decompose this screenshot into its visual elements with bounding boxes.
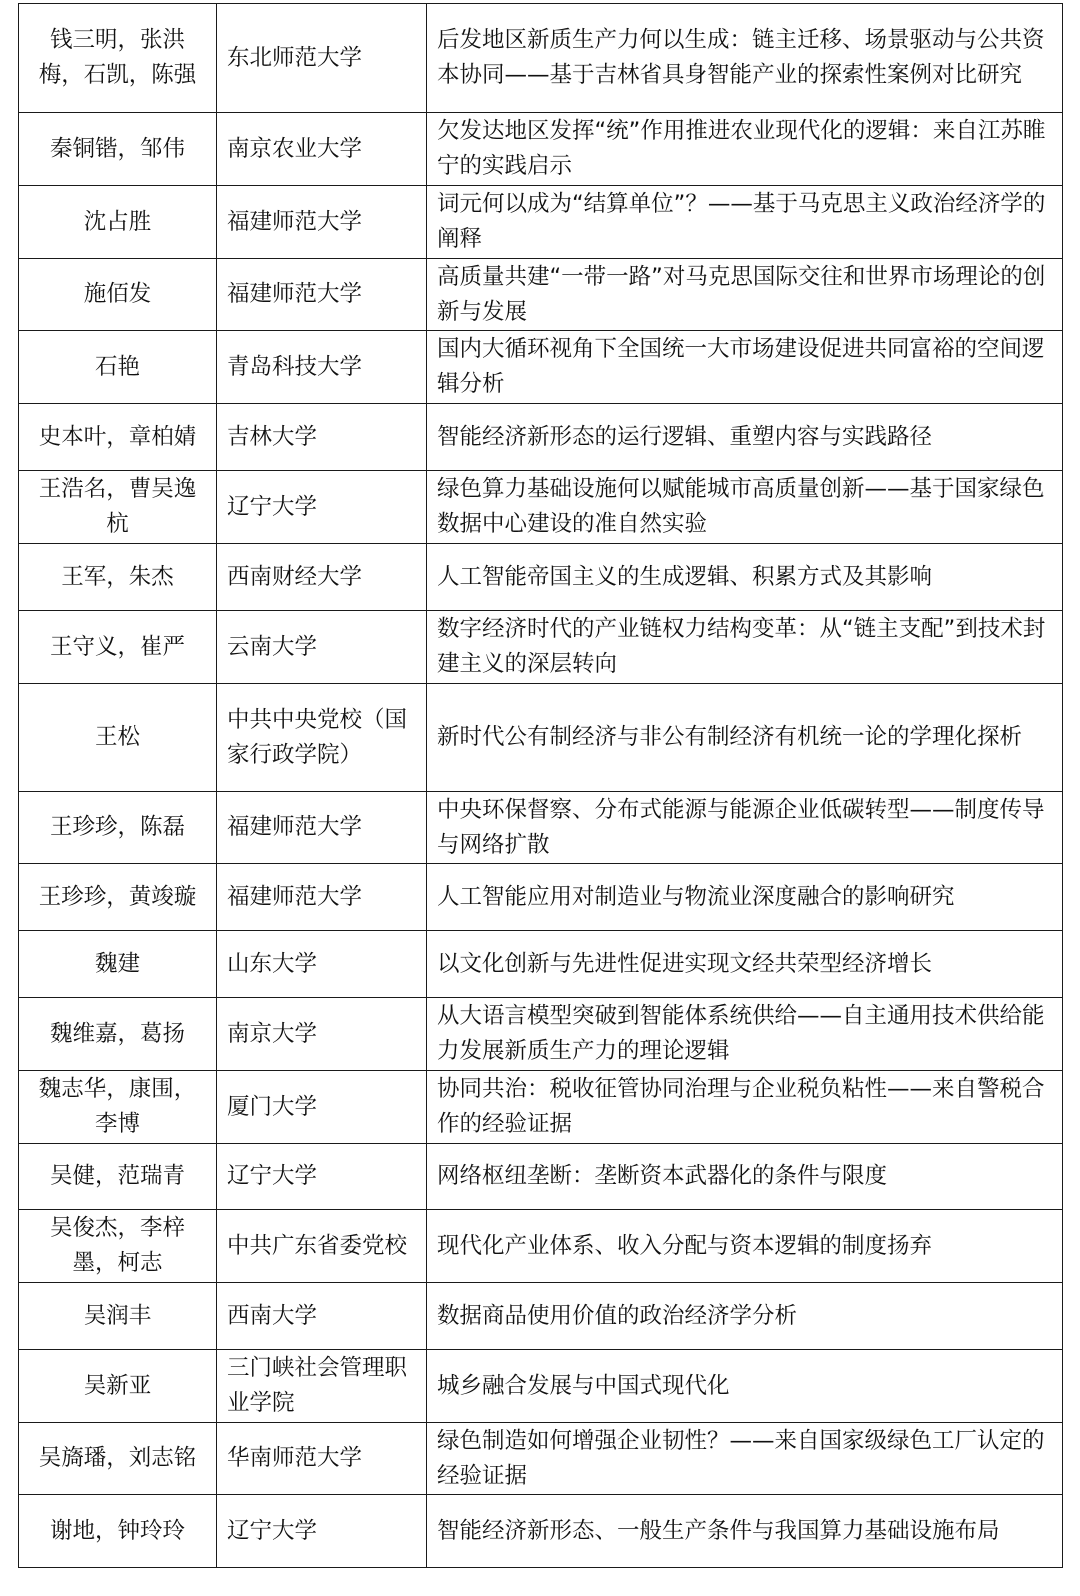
table-row <box>19 4 1063 113</box>
institution-cell: 南京大学 <box>217 998 427 1071</box>
author-cell: 王军，朱杰 <box>19 544 217 611</box>
institution-cell: 辽宁大学 <box>217 1144 427 1210</box>
title-cell: 人工智能帝国主义的生成逻辑、积累方式及其影响 <box>427 544 1063 611</box>
title-cell: 数据商品使用价值的政治经济学分析 <box>427 1283 1063 1350</box>
title-cell: 智能经济新形态、一般生产条件与我国算力基础设施布局 <box>427 1495 1063 1568</box>
title-cell: 网络枢纽垄断：垄断资本武器化的条件与限度 <box>427 1144 1063 1210</box>
author-cell: 魏志华，康围，李博 <box>19 1071 217 1144</box>
institution-cell: 青岛科技大学 <box>217 331 427 404</box>
paper-list-table <box>18 3 1063 1568</box>
author-cell: 吴俊杰，李梓墨，柯志 <box>19 1210 217 1283</box>
table-row <box>19 1283 1063 1350</box>
table-row <box>19 1144 1063 1210</box>
table-row <box>19 611 1063 684</box>
institution-cell: 福建师范大学 <box>217 186 427 259</box>
institution-cell: 东北师范大学 <box>217 4 427 113</box>
author-cell: 王珍珍，陈磊 <box>19 792 217 864</box>
table-row <box>19 259 1063 331</box>
author-cell: 沈占胜 <box>19 186 217 259</box>
table-row <box>19 331 1063 404</box>
institution-cell: 南京农业大学 <box>217 113 427 186</box>
title-cell: 后发地区新质生产力何以生成：链主迁移、场景驱动与公共资本协同——基于吉林省具身智能产业的探索性案例对比研究 <box>427 4 1063 113</box>
author-cell: 吴健，范瑞青 <box>19 1144 217 1210</box>
title-cell: 绿色制造如何增强企业韧性？——来自国家级绿色工厂认定的经验证据 <box>427 1423 1063 1495</box>
author-cell: 吴新亚 <box>19 1350 217 1423</box>
table-row <box>19 1071 1063 1144</box>
title-cell: 智能经济新形态的运行逻辑、重塑内容与实践路径 <box>427 404 1063 471</box>
table-row <box>19 792 1063 864</box>
title-cell: 词元何以成为“结算单位”？——基于马克思主义政治经济学的阐释 <box>427 186 1063 259</box>
institution-cell: 云南大学 <box>217 611 427 684</box>
institution-cell: 中共广东省委党校 <box>217 1210 427 1283</box>
table-row <box>19 471 1063 544</box>
title-cell: 高质量共建“一带一路”对马克思国际交往和世界市场理论的创新与发展 <box>427 259 1063 331</box>
title-cell: 欠发达地区发挥“统”作用推进农业现代化的逻辑：来自江苏睢宁的实践启示 <box>427 113 1063 186</box>
institution-cell: 福建师范大学 <box>217 259 427 331</box>
author-cell: 谢地，钟玲玲 <box>19 1495 217 1568</box>
institution-cell: 福建师范大学 <box>217 792 427 864</box>
title-cell: 中央环保督察、分布式能源与能源企业低碳转型——制度传导与网络扩散 <box>427 792 1063 864</box>
institution-cell: 西南大学 <box>217 1283 427 1350</box>
title-cell: 从大语言模型突破到智能体系统供给——自主通用技术供给能力发展新质生产力的理论逻辑 <box>427 998 1063 1071</box>
table-row <box>19 998 1063 1071</box>
author-cell: 吴旖璠，刘志铭 <box>19 1423 217 1495</box>
title-cell: 以文化创新与先进性促进实现文经共荣型经济增长 <box>427 931 1063 998</box>
title-cell: 人工智能应用对制造业与物流业深度融合的影响研究 <box>427 864 1063 931</box>
table-row <box>19 864 1063 931</box>
author-cell: 魏维嘉，葛扬 <box>19 998 217 1071</box>
author-cell: 秦铜锴，邹伟 <box>19 113 217 186</box>
title-cell: 新时代公有制经济与非公有制经济有机统一论的学理化探析 <box>427 684 1063 792</box>
author-cell: 王松 <box>19 684 217 792</box>
title-cell: 绿色算力基础设施何以赋能城市高质量创新——基于国家绿色数据中心建设的准自然实验 <box>427 471 1063 544</box>
institution-cell: 辽宁大学 <box>217 1495 427 1568</box>
table-row <box>19 1495 1063 1568</box>
institution-cell: 福建师范大学 <box>217 864 427 931</box>
author-cell: 王珍珍，黄竣璇 <box>19 864 217 931</box>
author-cell: 王守义，崔严 <box>19 611 217 684</box>
institution-cell: 华南师范大学 <box>217 1423 427 1495</box>
institution-cell: 山东大学 <box>217 931 427 998</box>
author-cell: 钱三明，张洪梅，石凯，陈强 <box>19 4 217 113</box>
table-row <box>19 1350 1063 1423</box>
title-cell: 数字经济时代的产业链权力结构变革：从“链主支配”到技术封建主义的深层转向 <box>427 611 1063 684</box>
table-row <box>19 186 1063 259</box>
author-cell: 魏建 <box>19 931 217 998</box>
table-row <box>19 113 1063 186</box>
author-cell: 施佰发 <box>19 259 217 331</box>
institution-cell: 中共中央党校（国家行政学院） <box>217 684 427 792</box>
author-cell: 吴润丰 <box>19 1283 217 1350</box>
author-cell: 石艳 <box>19 331 217 404</box>
institution-cell: 西南财经大学 <box>217 544 427 611</box>
institution-cell: 三门峡社会管理职业学院 <box>217 1350 427 1423</box>
institution-cell: 辽宁大学 <box>217 471 427 544</box>
table-row <box>19 931 1063 998</box>
table-row <box>19 404 1063 471</box>
table-row <box>19 544 1063 611</box>
title-cell: 协同共治：税收征管协同治理与企业税负粘性——来自警税合作的经验证据 <box>427 1071 1063 1144</box>
table-row <box>19 1423 1063 1495</box>
title-cell: 国内大循环视角下全国统一大市场建设促进共同富裕的空间逻辑分析 <box>427 331 1063 404</box>
author-cell: 王浩名，曹吴逸杭 <box>19 471 217 544</box>
author-cell: 史本叶，章柏婧 <box>19 404 217 471</box>
table-row <box>19 684 1063 792</box>
institution-cell: 吉林大学 <box>217 404 427 471</box>
title-cell: 城乡融合发展与中国式现代化 <box>427 1350 1063 1423</box>
institution-cell: 厦门大学 <box>217 1071 427 1144</box>
table-row <box>19 1210 1063 1283</box>
title-cell: 现代化产业体系、收入分配与资本逻辑的制度扬弃 <box>427 1210 1063 1283</box>
